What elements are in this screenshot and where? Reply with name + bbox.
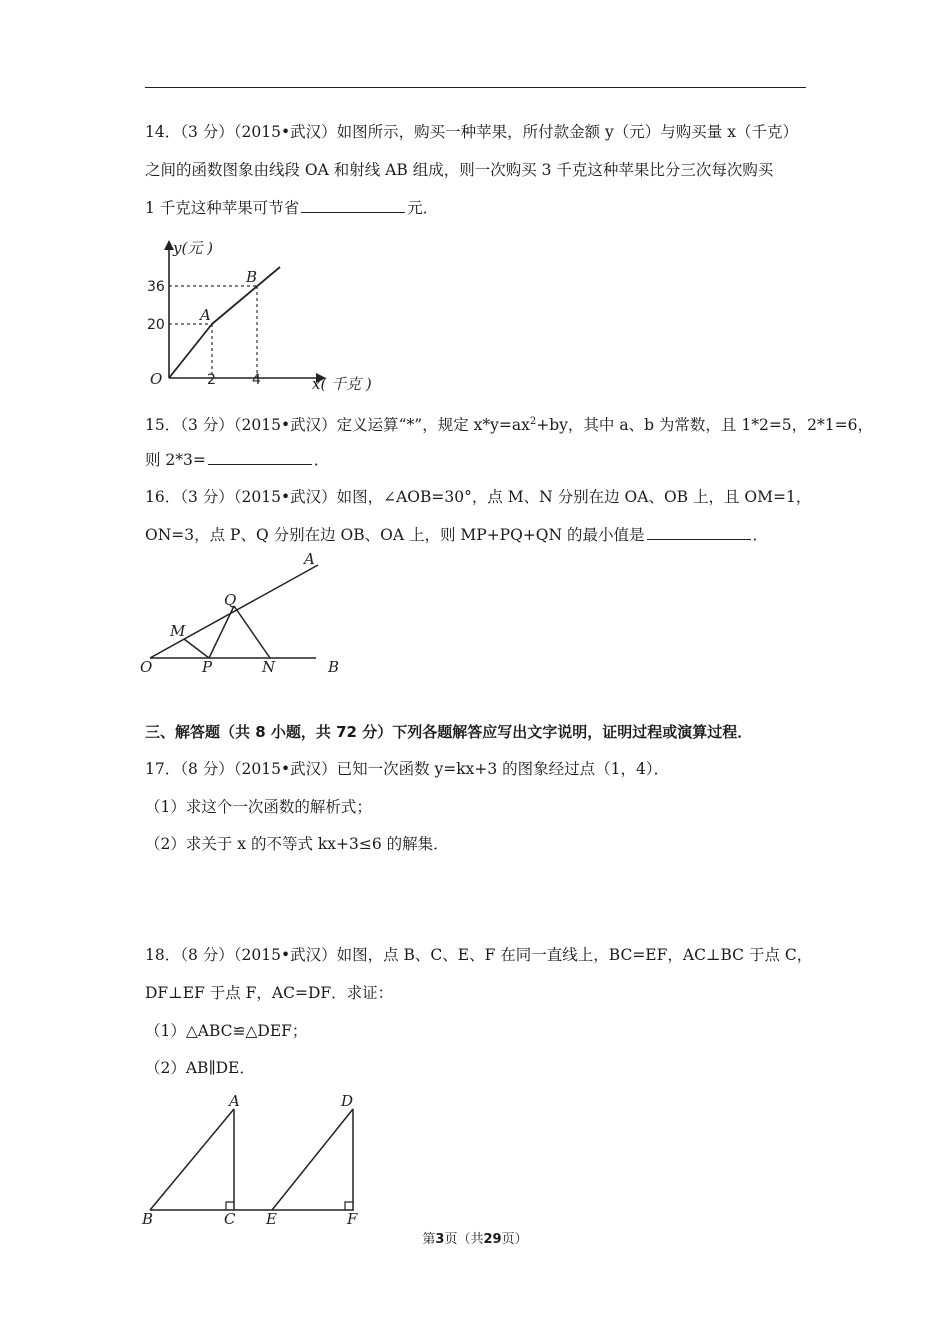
q15-answer-blank[interactable] (208, 450, 312, 465)
footer-post: 页） (501, 1232, 528, 1247)
x-tick-4: 4 (252, 372, 261, 388)
label-o: O (140, 658, 153, 676)
y-axis-label: y(元 ) (173, 239, 213, 257)
point-b-label: B (246, 268, 258, 286)
x-tick-2: 2 (207, 372, 216, 388)
q14-graph (140, 236, 400, 396)
y-tick-20: 20 (147, 317, 165, 333)
q14-answer-blank[interactable] (301, 198, 405, 213)
q15-line-1 (145, 412, 873, 435)
q17-line-1: 17．（8 分）（2015•武汉）已知一次函数 y=kx+3 的图象经过点（1，4）． (145, 760, 670, 778)
q17-part-1: （1）求这个一次函数的解析式； (145, 798, 372, 816)
label-p: P (202, 658, 213, 676)
label-b: B (142, 1210, 154, 1228)
header-rule (145, 87, 806, 88)
segment-ab (150, 1109, 234, 1210)
q16-line-2-end: ． (752, 526, 769, 544)
label-a: A (229, 1092, 240, 1110)
label-e: E (266, 1210, 277, 1228)
q18-figure (140, 1090, 380, 1230)
q15-line-2-text: 则 2*3= (145, 451, 206, 469)
q16-line-1: 16．（3 分）（2015•武汉）如图，∠AOB=30°，点 M、N 分别在边 OA、OB 上，且 OM=1， (145, 488, 812, 506)
label-m: M (170, 622, 186, 640)
q17-part-2: （2）求关于 x 的不等式 kx+3≤6 的解集． (145, 835, 449, 853)
segment-pq (209, 606, 234, 658)
footer-page-number: 3 (435, 1232, 445, 1247)
label-f: F (347, 1210, 358, 1228)
right-angle-f-icon (345, 1202, 353, 1210)
right-angle-c-icon (226, 1202, 234, 1210)
q14-line-3 (145, 198, 438, 218)
q14-line-3-end: 元． (407, 199, 439, 217)
q18-part-1: （1）△ABC≌△DEF； (145, 1022, 308, 1040)
footer-pre: 第 (422, 1232, 436, 1247)
q15-exponent: 2 (529, 416, 537, 427)
q14-line-1: 14．（3 分）（2015•武汉）如图所示，购买一种苹果，所付款金额 y（元）与购买量 x（千克） (145, 123, 798, 141)
q16-line-2 (145, 525, 768, 545)
q15-line-1-rest: +by，其中 a、b 为常数，且 1*2=5，2*1=6， (536, 416, 873, 435)
ray-oa (150, 565, 318, 658)
section-3-heading: 三、解答题（共 8 小题，共 72 分）下列各题解答应写出文字说明，证明过程或演算过程． (145, 723, 753, 741)
label-n: N (262, 658, 276, 676)
origin-label: O (150, 370, 163, 388)
footer-mid: 页（共 (444, 1232, 484, 1247)
q16-answer-blank[interactable] (647, 525, 751, 540)
label-a: A (304, 550, 315, 568)
q18-line-1: 18．（8 分）（2015•武汉）如图，点 B、C、E、F 在同一直线上，BC=EF，AC⊥BC 于点 C， (145, 946, 813, 964)
q16-line-2-text: ON=3，点 P、Q 分别在边 OB、OA 上，则 MP+PQ+QN 的最小值是 (145, 526, 645, 544)
label-q: Q (224, 591, 237, 609)
q15-line-2 (145, 450, 329, 470)
label-d: D (341, 1092, 354, 1110)
q14-line-2: 之间的函数图象由线段 OA 和射线 AB 组成，则一次购买 3 千克这种苹果比分三次每次购买 (145, 161, 774, 179)
x-axis-label: x( 千克 ) (312, 375, 372, 393)
label-b: B (328, 658, 340, 676)
q15-line-1-text: 15．（3 分）（2015•武汉）定义运算“*”，规定 x*y=ax (145, 416, 530, 435)
q16-figure (138, 548, 358, 680)
segment-mp (184, 639, 209, 658)
label-c: C (224, 1210, 236, 1228)
footer-total-pages: 29 (483, 1232, 502, 1247)
q15-line-2-end: ． (313, 451, 330, 469)
q18-line-2: DF⊥EF 于点 F，AC=DF．求证： (145, 984, 394, 1002)
y-tick-36: 36 (147, 279, 165, 295)
q14-line-3-text: 1 千克这种苹果可节省 (145, 199, 300, 217)
page-footer (0, 1228, 950, 1247)
q18-part-2: （2）AB∥DE． (145, 1059, 255, 1077)
segment-oa (169, 324, 212, 378)
segment-de (272, 1109, 353, 1210)
segment-qn (234, 606, 270, 658)
point-a-label: A (200, 306, 211, 324)
